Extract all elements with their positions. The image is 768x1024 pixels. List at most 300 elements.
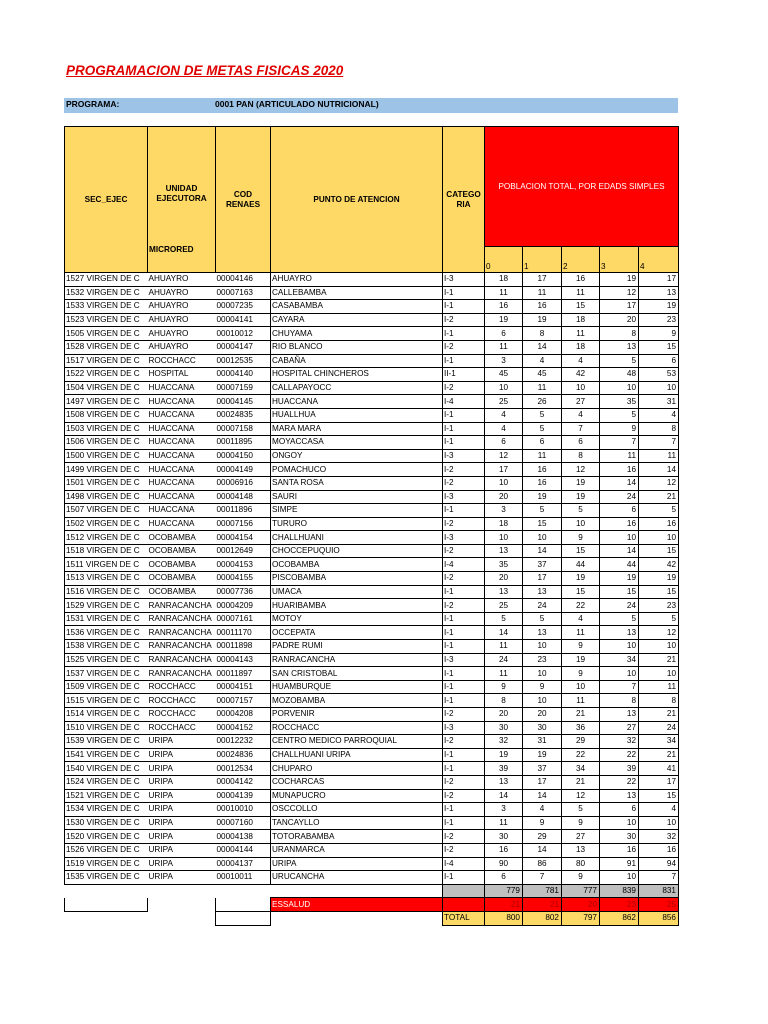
cell-age-0: 11	[485, 340, 523, 354]
header-age-2: 2	[562, 247, 600, 273]
cell-cod-renaes: 00024835	[216, 408, 271, 422]
cell-age-1: 10	[523, 694, 562, 708]
cell-cod-renaes: 00012649	[216, 544, 271, 558]
cell-cod-renaes: 00004153	[216, 558, 271, 572]
cell-age-2: 27	[562, 395, 600, 409]
table-row	[65, 735, 679, 749]
cell-cod-renaes: 00004155	[216, 572, 271, 586]
total-cell: 802	[523, 911, 562, 925]
cell-punto-atencion: CENTRO MEDICO PARROQUIAL	[271, 735, 443, 749]
cell-punto-atencion: MARA MARA	[271, 422, 443, 436]
programa-label: PROGRAMA:	[66, 99, 120, 109]
subtotal-cell: 839	[600, 884, 639, 898]
cell-punto-atencion: CALLAPAYOCC	[271, 381, 443, 395]
cell-cod-renaes: 00004143	[216, 653, 271, 667]
total-cell: 862	[600, 911, 639, 925]
cell-sec-ejec: 1541 VIRGEN DE C	[65, 748, 148, 762]
cell-cod-renaes: 00004147	[216, 340, 271, 354]
table-row	[65, 327, 679, 341]
cell-age-1: 30	[523, 721, 562, 735]
cell-age-2: 11	[562, 694, 600, 708]
cell-cod-renaes: 00004154	[216, 531, 271, 545]
cell-categoria: I-2	[443, 843, 485, 857]
cell-cod-renaes: 00004140	[216, 368, 271, 382]
cell-age-4: 13	[639, 286, 679, 300]
cell-age-4: 12	[639, 626, 679, 640]
cell-punto-atencion: CAYARA	[271, 313, 443, 327]
cell-punto-atencion: CASABAMBA	[271, 300, 443, 314]
cell-age-3: 11	[600, 449, 639, 463]
cell-age-2: 42	[562, 368, 600, 382]
cell-age-4: 31	[639, 395, 679, 409]
cell-age-1: 31	[523, 735, 562, 749]
cell-sec-ejec: 1534 VIRGEN DE C	[65, 803, 148, 817]
cell-sec-ejec: 1519 VIRGEN DE C	[65, 857, 148, 871]
cell-punto-atencion: SANTA ROSA	[271, 476, 443, 490]
cell-age-3: 17	[600, 300, 639, 314]
cell-categoria: I-2	[443, 830, 485, 844]
cell-age-2: 9	[562, 871, 600, 885]
cell-categoria: I-2	[443, 599, 485, 613]
cell-age-3: 16	[600, 463, 639, 477]
cell-age-0: 14	[485, 626, 523, 640]
cell-punto-atencion: CABAÑA	[271, 354, 443, 368]
cell-age-0: 4	[485, 408, 523, 422]
cell-cod-renaes: 00004209	[216, 599, 271, 613]
cell-categoria: I-4	[443, 395, 485, 409]
cell-microred: OCOBAMBA	[148, 558, 216, 572]
cell-age-2: 15	[562, 585, 600, 599]
table-row	[65, 381, 679, 395]
cell-punto-atencion: OCCEPATA	[271, 626, 443, 640]
cell-age-4: 41	[639, 762, 679, 776]
cell-cod-renaes: 00004145	[216, 395, 271, 409]
table-row	[65, 667, 679, 681]
cell-punto-atencion: CHALLHUANI	[271, 531, 443, 545]
cell-cod-renaes: 00004208	[216, 708, 271, 722]
cell-sec-ejec: 1505 VIRGEN DE C	[65, 327, 148, 341]
cell-categoria: I-1	[443, 354, 485, 368]
cell-cod-renaes: 00012232	[216, 735, 271, 749]
cell-microred: URIPA	[148, 735, 216, 749]
cell-age-3: 10	[600, 816, 639, 830]
cell-categoria: I-2	[443, 463, 485, 477]
cell-punto-atencion: TANCAYLLO	[271, 816, 443, 830]
cell-age-4: 17	[639, 273, 679, 287]
table-row	[65, 803, 679, 817]
cell-categoria: I-1	[443, 408, 485, 422]
cell-age-0: 20	[485, 708, 523, 722]
cell-age-2: 12	[562, 463, 600, 477]
cell-age-0: 6	[485, 436, 523, 450]
cell-sec-ejec: 1514 VIRGEN DE C	[65, 708, 148, 722]
cell-punto-atencion: COCHARCAS	[271, 775, 443, 789]
cell-age-2: 10	[562, 680, 600, 694]
cell-microred: HUACCANA	[148, 476, 216, 490]
cell-age-2: 22	[562, 748, 600, 762]
cell-age-3: 91	[600, 857, 639, 871]
cell-age-0: 18	[485, 273, 523, 287]
header-age-0: 0	[485, 247, 523, 273]
cell-cod-renaes: 00011897	[216, 667, 271, 681]
cell-categoria: I-1	[443, 694, 485, 708]
cell-punto-atencion: MOTOY	[271, 612, 443, 626]
cell-categoria: I-1	[443, 436, 485, 450]
cell-age-2: 80	[562, 857, 600, 871]
cell-age-1: 23	[523, 653, 562, 667]
table-row	[65, 517, 679, 531]
cell-age-2: 11	[562, 327, 600, 341]
cell-age-2: 21	[562, 775, 600, 789]
cell-cod-renaes: 00011170	[216, 626, 271, 640]
table-row	[65, 368, 679, 382]
cell-age-1: 5	[523, 612, 562, 626]
table-row	[65, 300, 679, 314]
cell-sec-ejec: 1526 VIRGEN DE C	[65, 843, 148, 857]
cell-sec-ejec: 1504 VIRGEN DE C	[65, 381, 148, 395]
cell-age-2: 15	[562, 300, 600, 314]
cell-age-1: 9	[523, 816, 562, 830]
cell-categoria: I-3	[443, 653, 485, 667]
cell-microred: RANRACANCHA	[148, 599, 216, 613]
table-row	[65, 775, 679, 789]
essalud-cell: 21	[523, 898, 562, 912]
cell-microred: OCOBAMBA	[148, 572, 216, 586]
cell-sec-ejec: 1531 VIRGEN DE C	[65, 612, 148, 626]
cell-age-4: 5	[639, 504, 679, 518]
cell-age-1: 4	[523, 354, 562, 368]
cell-age-0: 20	[485, 572, 523, 586]
cell-punto-atencion: RANRACANCHA	[271, 653, 443, 667]
cell-age-2: 19	[562, 572, 600, 586]
cell-categoria: I-1	[443, 300, 485, 314]
table-row	[65, 504, 679, 518]
cell-age-3: 14	[600, 476, 639, 490]
cell-cod-renaes: 00004150	[216, 449, 271, 463]
essalud-cell: 21	[485, 898, 523, 912]
cell-age-1: 9	[523, 680, 562, 694]
cell-age-2: 29	[562, 735, 600, 749]
cell-punto-atencion: AHUAYRO	[271, 273, 443, 287]
cell-sec-ejec: 1532 VIRGEN DE C	[65, 286, 148, 300]
cell-age-0: 3	[485, 803, 523, 817]
cell-cod-renaes: 00004142	[216, 775, 271, 789]
cell-punto-atencion: URUCANCHA	[271, 871, 443, 885]
cell-age-4: 10	[639, 816, 679, 830]
cell-cod-renaes: 00007160	[216, 816, 271, 830]
cell-categoria: I-1	[443, 871, 485, 885]
cell-sec-ejec: 1540 VIRGEN DE C	[65, 762, 148, 776]
cell-categoria: II-1	[443, 368, 485, 382]
cell-sec-ejec: 1523 VIRGEN DE C	[65, 313, 148, 327]
table-row	[65, 830, 679, 844]
cell-age-0: 20	[485, 490, 523, 504]
table-row	[65, 857, 679, 871]
cell-age-1: 5	[523, 504, 562, 518]
cell-age-3: 13	[600, 340, 639, 354]
cell-age-4: 12	[639, 476, 679, 490]
cell-age-2: 11	[562, 626, 600, 640]
cell-sec-ejec: 1524 VIRGEN DE C	[65, 775, 148, 789]
cell-age-1: 10	[523, 667, 562, 681]
cell-age-3: 10	[600, 871, 639, 885]
cell-age-1: 19	[523, 748, 562, 762]
cell-age-2: 44	[562, 558, 600, 572]
table-row	[65, 694, 679, 708]
cell-age-3: 16	[600, 517, 639, 531]
cell-age-1: 14	[523, 843, 562, 857]
cell-sec-ejec: 1510 VIRGEN DE C	[65, 721, 148, 735]
header-age-1: 1	[523, 247, 562, 273]
header-poblacion: POBLACION TOTAL, POR EDADS SIMPLES	[485, 127, 679, 247]
cell-age-2: 9	[562, 640, 600, 654]
cell-microred: RANRACANCHA	[148, 626, 216, 640]
cell-sec-ejec: 1503 VIRGEN DE C	[65, 422, 148, 436]
table-row	[65, 653, 679, 667]
table-body	[65, 273, 679, 885]
cell-age-4: 21	[639, 490, 679, 504]
cell-microred: AHUAYRO	[148, 300, 216, 314]
essalud-cell: 25	[639, 898, 679, 912]
cell-punto-atencion: MOYACCASA	[271, 436, 443, 450]
cell-age-3: 22	[600, 748, 639, 762]
cell-age-3: 35	[600, 395, 639, 409]
cell-age-0: 24	[485, 653, 523, 667]
cell-microred: HUACCANA	[148, 422, 216, 436]
cell-cod-renaes: 00004141	[216, 313, 271, 327]
subtotal-cell: 781	[523, 884, 562, 898]
cell-age-4: 16	[639, 517, 679, 531]
cell-sec-ejec: 1538 VIRGEN DE C	[65, 640, 148, 654]
cell-punto-atencion: CHALLHUANI URIPA	[271, 748, 443, 762]
cell-cod-renaes: 00010011	[216, 871, 271, 885]
cell-cod-renaes: 00007159	[216, 381, 271, 395]
cell-punto-atencion: UMACA	[271, 585, 443, 599]
cell-microred: URIPA	[148, 775, 216, 789]
cell-age-0: 5	[485, 612, 523, 626]
cell-sec-ejec: 1500 VIRGEN DE C	[65, 449, 148, 463]
cell-microred: URIPA	[148, 857, 216, 871]
cell-sec-ejec: 1527 VIRGEN DE C	[65, 273, 148, 287]
cell-age-0: 4	[485, 422, 523, 436]
cell-sec-ejec: 1515 VIRGEN DE C	[65, 694, 148, 708]
cell-age-3: 12	[600, 286, 639, 300]
essalud-row	[65, 898, 679, 912]
cell-cod-renaes: 00007156	[216, 517, 271, 531]
table-row	[65, 436, 679, 450]
cell-age-0: 14	[485, 789, 523, 803]
cell-age-1: 86	[523, 857, 562, 871]
cell-age-0: 35	[485, 558, 523, 572]
cell-categoria: I-3	[443, 721, 485, 735]
cell-categoria: I-2	[443, 789, 485, 803]
cell-age-1: 10	[523, 640, 562, 654]
header-cod-renaes: COD RENAES	[216, 127, 271, 273]
cell-punto-atencion: TURURO	[271, 517, 443, 531]
cell-age-4: 16	[639, 843, 679, 857]
cell-age-1: 13	[523, 626, 562, 640]
cell-age-0: 12	[485, 449, 523, 463]
cell-sec-ejec: 1530 VIRGEN DE C	[65, 816, 148, 830]
cell-age-1: 19	[523, 313, 562, 327]
header-unidad-ejecutora	[148, 127, 216, 273]
cell-age-3: 48	[600, 368, 639, 382]
cell-age-3: 10	[600, 531, 639, 545]
cell-age-1: 14	[523, 789, 562, 803]
cell-age-3: 15	[600, 585, 639, 599]
cell-age-3: 19	[600, 572, 639, 586]
cell-age-4: 15	[639, 544, 679, 558]
cell-cod-renaes: 00007235	[216, 300, 271, 314]
cell-sec-ejec: 1502 VIRGEN DE C	[65, 517, 148, 531]
cell-punto-atencion: HUALLHUA	[271, 408, 443, 422]
cell-age-4: 6	[639, 354, 679, 368]
cell-age-0: 16	[485, 300, 523, 314]
cell-cod-renaes: 00011895	[216, 436, 271, 450]
cell-cod-renaes: 00007736	[216, 585, 271, 599]
cell-age-4: 23	[639, 313, 679, 327]
cell-microred: ROCCHACC	[148, 680, 216, 694]
cell-age-1: 17	[523, 775, 562, 789]
cell-sec-ejec: 1497 VIRGEN DE C	[65, 395, 148, 409]
cell-age-1: 13	[523, 585, 562, 599]
cell-punto-atencion: TOTORABAMBA	[271, 830, 443, 844]
cell-sec-ejec: 1498 VIRGEN DE C	[65, 490, 148, 504]
cell-age-0: 25	[485, 599, 523, 613]
cell-sec-ejec: 1518 VIRGEN DE C	[65, 544, 148, 558]
cell-sec-ejec: 1528 VIRGEN DE C	[65, 340, 148, 354]
cell-microred: HUACCANA	[148, 463, 216, 477]
header-punto-atencion: PUNTO DE ATENCION	[271, 127, 443, 273]
cell-age-3: 34	[600, 653, 639, 667]
cell-microred: ROCCHACC	[148, 354, 216, 368]
cell-age-1: 11	[523, 286, 562, 300]
cell-age-4: 10	[639, 640, 679, 654]
cell-age-2: 6	[562, 436, 600, 450]
cell-age-3: 5	[600, 408, 639, 422]
cell-age-0: 13	[485, 775, 523, 789]
cell-microred: AHUAYRO	[148, 273, 216, 287]
cell-categoria: I-1	[443, 640, 485, 654]
cell-sec-ejec: 1525 VIRGEN DE C	[65, 653, 148, 667]
table-row	[65, 286, 679, 300]
cell-sec-ejec: 1509 VIRGEN DE C	[65, 680, 148, 694]
cell-age-4: 10	[639, 667, 679, 681]
cell-age-3: 10	[600, 381, 639, 395]
cell-cod-renaes: 00012534	[216, 762, 271, 776]
cell-punto-atencion: HUAMBURQUE	[271, 680, 443, 694]
subtotal-row	[65, 884, 679, 898]
cell-age-3: 6	[600, 504, 639, 518]
table-row	[65, 354, 679, 368]
cell-categoria: I-1	[443, 816, 485, 830]
cell-cod-renaes: 00011896	[216, 504, 271, 518]
cell-punto-atencion: SAURI	[271, 490, 443, 504]
table-row	[65, 408, 679, 422]
cell-age-2: 21	[562, 708, 600, 722]
table-row	[65, 463, 679, 477]
cell-categoria: I-3	[443, 531, 485, 545]
table-row	[65, 762, 679, 776]
header-categoria: CATEGO RIA	[443, 127, 485, 273]
cell-microred: AHUAYRO	[148, 327, 216, 341]
total-cell: 797	[562, 911, 600, 925]
cell-age-4: 15	[639, 585, 679, 599]
cell-sec-ejec: 1521 VIRGEN DE C	[65, 789, 148, 803]
cell-age-2: 19	[562, 476, 600, 490]
cell-age-0: 13	[485, 544, 523, 558]
cell-microred: ROCCHACC	[148, 694, 216, 708]
cell-age-3: 7	[600, 436, 639, 450]
cell-age-4: 4	[639, 408, 679, 422]
cell-age-3: 5	[600, 612, 639, 626]
cell-age-1: 11	[523, 381, 562, 395]
cell-age-0: 10	[485, 531, 523, 545]
total-row	[65, 911, 679, 925]
cell-sec-ejec: 1512 VIRGEN DE C	[65, 531, 148, 545]
table-row	[65, 572, 679, 586]
cell-categoria: I-2	[443, 476, 485, 490]
cell-microred: HUACCANA	[148, 408, 216, 422]
cell-age-1: 10	[523, 531, 562, 545]
cell-punto-atencion: ONGOY	[271, 449, 443, 463]
table-row	[65, 640, 679, 654]
cell-age-4: 23	[639, 599, 679, 613]
cell-age-1: 20	[523, 708, 562, 722]
cell-cod-renaes: 00007163	[216, 286, 271, 300]
table-row	[65, 313, 679, 327]
cell-age-1: 17	[523, 273, 562, 287]
cell-microred: URIPA	[148, 762, 216, 776]
cell-age-1: 45	[523, 368, 562, 382]
essalud-label: ESSALUD	[271, 898, 443, 912]
cell-sec-ejec: 1501 VIRGEN DE C	[65, 476, 148, 490]
cell-categoria: I-3	[443, 273, 485, 287]
cell-categoria: I-1	[443, 327, 485, 341]
cell-age-3: 22	[600, 775, 639, 789]
table-row	[65, 748, 679, 762]
cell-age-4: 7	[639, 871, 679, 885]
cell-microred: URIPA	[148, 843, 216, 857]
header-unidad-ejecutora-label: UNIDAD EJECUTORA	[156, 184, 207, 203]
cell-age-0: 19	[485, 748, 523, 762]
cell-age-0: 39	[485, 762, 523, 776]
cell-age-3: 16	[600, 843, 639, 857]
cell-age-2: 4	[562, 408, 600, 422]
cell-punto-atencion: RIO BLANCO	[271, 340, 443, 354]
cell-age-3: 24	[600, 599, 639, 613]
cell-age-3: 27	[600, 721, 639, 735]
cell-age-2: 5	[562, 803, 600, 817]
cell-categoria: I-2	[443, 544, 485, 558]
cell-age-1: 11	[523, 449, 562, 463]
cell-age-1: 6	[523, 436, 562, 450]
cell-cod-renaes: 00007157	[216, 694, 271, 708]
table-row	[65, 626, 679, 640]
cell-age-0: 10	[485, 381, 523, 395]
cell-age-0: 10	[485, 476, 523, 490]
cell-categoria: I-4	[443, 857, 485, 871]
cell-age-2: 11	[562, 286, 600, 300]
cell-microred: RANRACANCHA	[148, 612, 216, 626]
cell-age-3: 10	[600, 640, 639, 654]
cell-punto-atencion: HOSPITAL CHINCHEROS	[271, 368, 443, 382]
cell-microred: OCOBAMBA	[148, 531, 216, 545]
cell-age-1: 8	[523, 327, 562, 341]
cell-age-3: 5	[600, 354, 639, 368]
cell-age-4: 15	[639, 340, 679, 354]
cell-age-3: 7	[600, 680, 639, 694]
